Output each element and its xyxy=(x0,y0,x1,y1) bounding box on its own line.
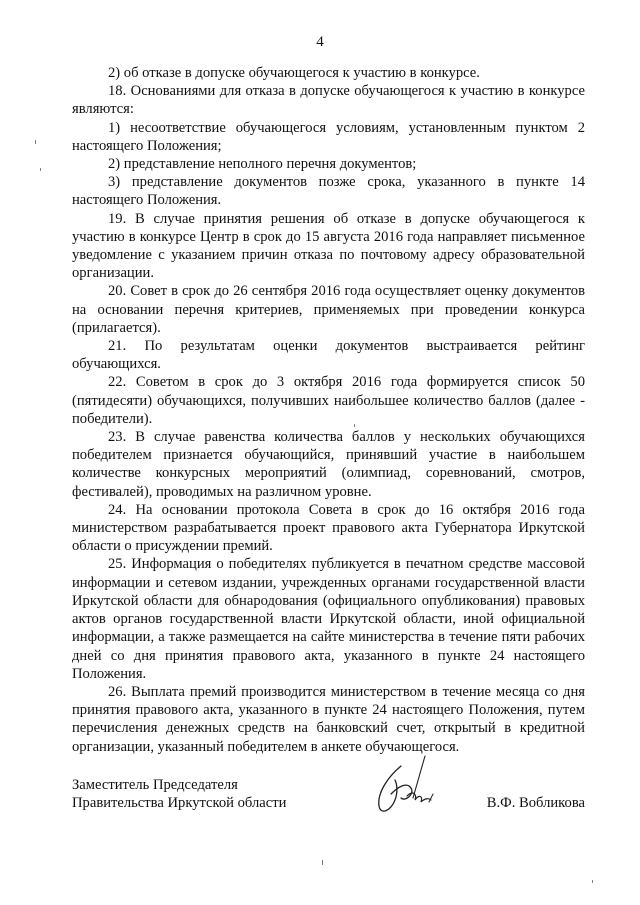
paragraph-18-2: 2) представление неполного перечня документов; xyxy=(108,156,417,173)
paragraph-26: 26. Выплата премий производится министерством в течение месяца со дня принятия правового акта, указанного в пункте 24 настоящего Положения, путем перечисления денежных средств на банковский счет, открытый в кредитной организации, указанный победителем в анкете обучающегося. xyxy=(72,683,585,755)
scan-speck xyxy=(40,168,41,171)
paragraph-24: 24. На основании протокола Совета в срок до 16 октября 2016 года министерством разрабатывается проект правового акта Губернатора Иркутской области о присуждении премий. xyxy=(72,501,585,555)
paragraph-25: 25. Информация о победителях публикуется в печатном средстве массовой информации и сетевом издании, учрежденных органами государственной власти Иркутской области для обнародования (официального опубликования) правовых актов органов государственной власти Иркутской области, иной официальной информации, а также размещается на сайте министерства в течение пяти рабочих дней со дня принятия правового акта, указанного в пункте 24 настоящего Положения. xyxy=(72,556,585,682)
paragraph-18-1: 1) несоответствие обучающегося условиям, установленным пунктом 2 настоящего Положения; xyxy=(72,119,585,154)
signatory-position-line2: Правительства Иркутской области xyxy=(72,795,287,811)
signatory-name: В.Ф. Вобликова xyxy=(486,795,585,811)
scan-speck xyxy=(35,140,36,144)
paragraph-17-2: 2) об отказе в допуске обучающегося к участию в конкурсе. xyxy=(108,65,480,81)
signature-block xyxy=(72,776,585,836)
paragraph-18: 18. Основаниями для отказа в допуске обучающегося к участию в конкурсе являются: xyxy=(72,83,585,118)
paragraph-19: 19. В случае принятия решения об отказе в допуске обучающегося к участию в конкурсе Центр в срок до 15 августа 2016 года направляет письменное уведомление с указанием причин отказа по почтовому адресу образовательной организации. xyxy=(72,210,585,282)
paragraph-21: 21. По результатам оценки документов выстраивается рейтинг обучающихся. xyxy=(72,338,585,373)
scan-speck xyxy=(322,860,323,865)
signatory-position-line1: Заместитель Председателя xyxy=(72,777,238,793)
document-body xyxy=(72,64,585,756)
paragraph-18-3: 3) представление документов позже срока, указанного в пункте 14 настоящего Положения. xyxy=(72,174,585,209)
scan-speck xyxy=(592,880,593,883)
scan-speck xyxy=(354,424,355,427)
paragraph-23: 23. В случае равенства количества баллов у нескольких обучающихся победителем признается обучающийся, принявший участие в наибольшем количестве конкурсных мероприятий (олимпиад, соревнований, смотров, фестивалей), проводимых на различном уровне. xyxy=(72,429,585,500)
page-number: 4 xyxy=(316,34,324,50)
paragraph-20: 20. Совет в срок до 26 сентября 2016 года осуществляет оценку документов на основании перечня критериев, применяемых при проведении конкурса (прилагается). xyxy=(72,283,585,336)
handwritten-signature-icon xyxy=(367,754,457,824)
paragraph-22: 22. Советом в срок до 3 октября 2016 года формируется список 50 (пятидесяти) обучающихся, получивших наибольшее количество баллов (далее - победители). xyxy=(72,374,585,427)
